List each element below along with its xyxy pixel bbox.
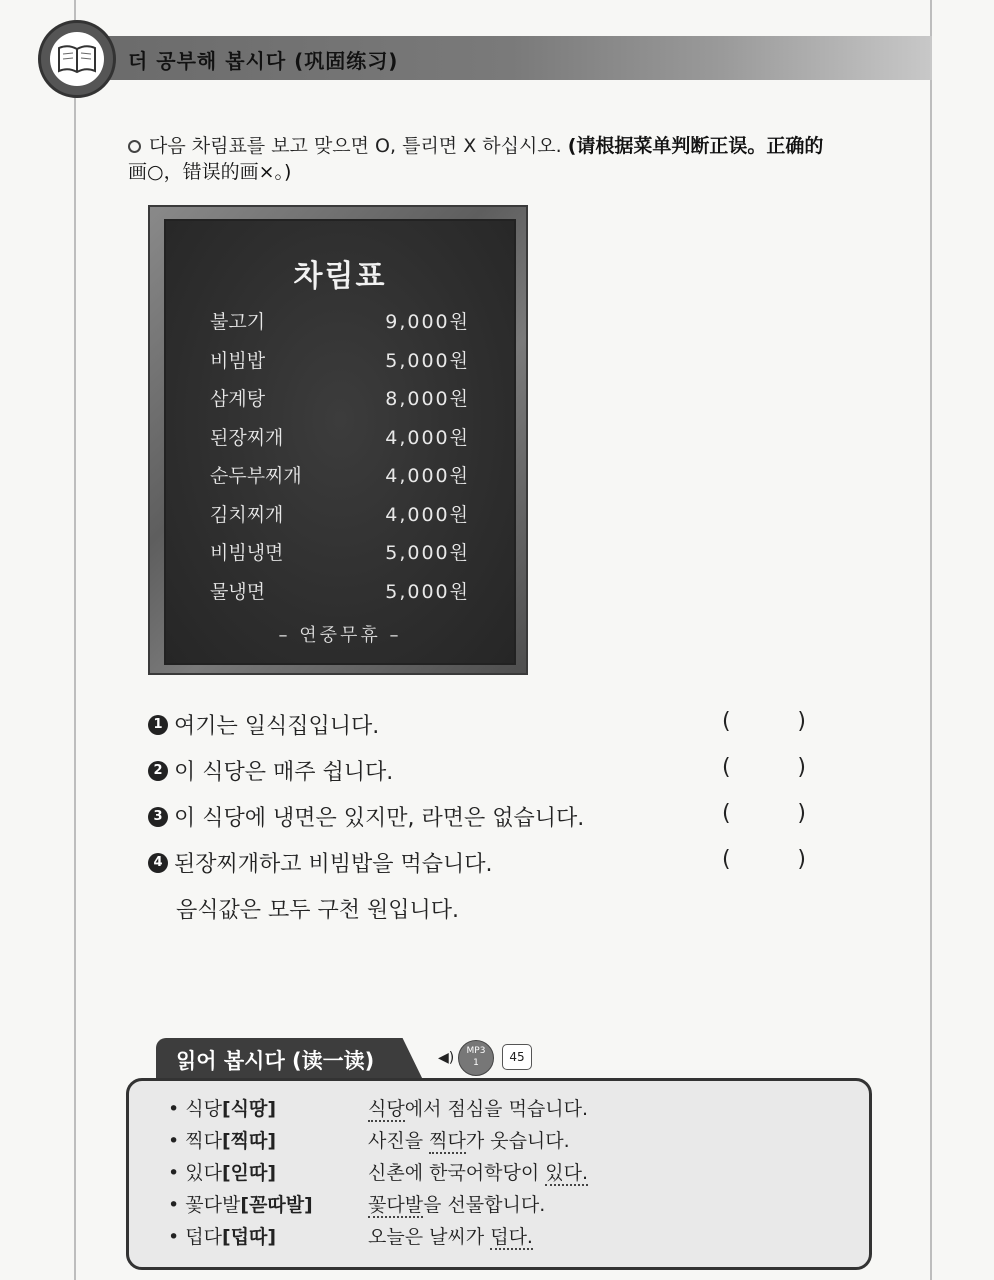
- book-icon: [38, 20, 116, 98]
- answer-blank-4[interactable]: [722, 847, 806, 872]
- question-number: 2: [148, 761, 168, 781]
- paren-open: (: [722, 801, 731, 826]
- menu-item: [210, 461, 470, 500]
- sentence-post: 에서 점심을 먹습니다.: [404, 1098, 589, 1120]
- sentence-highlight: 덥다.: [490, 1226, 533, 1248]
- sentence-highlight: 있다.: [545, 1162, 589, 1184]
- read-section-title: 읽어 봅시다 (读一读): [176, 1049, 375, 1073]
- right-margin-line: [930, 0, 932, 1280]
- menu-footer: – 연중무휴 –: [278, 625, 402, 646]
- menu-item-price: 5,000원: [385, 580, 470, 603]
- sentence-post: 가 웃습니다.: [465, 1130, 570, 1152]
- sentence-highlight: 찍다: [429, 1130, 466, 1152]
- menu-item-price: 4,000원: [385, 465, 470, 487]
- instruction-text: 다음 차림표를 보고 맞으면 O, 틀리면 X 하십시오.: [149, 135, 562, 157]
- word: 꽃다발: [185, 1194, 241, 1216]
- pronunciation: [덥따]: [221, 1226, 277, 1248]
- menu-item-name: 비빔밥: [210, 349, 266, 372]
- instruction: [128, 133, 918, 185]
- question-1: [148, 709, 379, 740]
- paren-open: (: [722, 847, 731, 872]
- mp3-label: MP3: [466, 1046, 486, 1056]
- read-row: • 찍다[찍따] 사진을 찍다가 웃습니다.: [168, 1126, 570, 1153]
- menu-item-name: 순두부찌개: [210, 465, 302, 487]
- word: 덥다: [185, 1226, 222, 1248]
- speaker-icon[interactable]: ◀): [438, 1050, 455, 1066]
- menu-title: 차림표: [293, 259, 387, 294]
- question-text: 이 식당은 매주 쉽니다.: [174, 760, 394, 785]
- pronunciation: [찍따]: [221, 1130, 277, 1152]
- menu-item-name: 불고기: [210, 311, 266, 333]
- menu-item-name: 물냉면: [210, 580, 266, 603]
- question-4: [148, 847, 493, 878]
- sentence-pre: 오늘은 날씨가: [368, 1226, 491, 1248]
- paren-close: ): [797, 847, 806, 872]
- example-sentence: [368, 1094, 588, 1121]
- answer-blank-2[interactable]: [722, 755, 806, 780]
- track-number: 45: [502, 1044, 532, 1070]
- question-number: 4: [148, 853, 168, 873]
- disc-number: 1: [473, 1058, 479, 1068]
- word: 식당: [185, 1098, 222, 1120]
- mp3-disc-icon[interactable]: [458, 1040, 494, 1076]
- question-3: [148, 801, 584, 832]
- question-text: 된장찌개하고 비빔밥을 먹습니다.: [174, 852, 493, 877]
- menu-item: [210, 538, 470, 577]
- word: 찍다: [185, 1130, 222, 1152]
- menu-list: [210, 307, 470, 615]
- question-text: 여기는 일식집입니다.: [174, 714, 380, 739]
- example-sentence: [368, 1158, 588, 1185]
- menu-item-price: 5,000원: [385, 542, 470, 564]
- menu-chalkboard: [148, 205, 528, 675]
- menu-item: [210, 423, 470, 462]
- menu-item-name: 된장찌개: [210, 426, 284, 449]
- menu-item-price: 9,000원: [385, 311, 470, 333]
- menu-item-name: 삼계탕: [210, 388, 266, 410]
- question-text: 이 식당에 냉면은 있지만, 라면은 없습니다.: [174, 806, 585, 831]
- menu-item: [210, 384, 470, 423]
- pronunciation: [꼳따발]: [240, 1194, 313, 1216]
- menu-item-name: 비빔냉면: [210, 542, 284, 564]
- section-title: 더 공부해 봅시다 (巩固练习): [128, 49, 399, 73]
- example-sentence: [368, 1190, 545, 1217]
- bullet-icon: [128, 140, 141, 153]
- question-note: 음식값은 모두 구천 원입니다.: [176, 898, 459, 923]
- read-row: • 식당[식땅] 식당에서 점심을 먹습니다.: [168, 1094, 588, 1121]
- menu-item-price: 5,000원: [385, 349, 470, 372]
- paren-open: (: [722, 755, 731, 780]
- sentence-highlight: 식당: [368, 1098, 405, 1120]
- sentence-post: 을 선물합니다.: [423, 1194, 546, 1216]
- left-margin-line: [74, 0, 76, 1280]
- menu-item: [210, 346, 470, 385]
- answer-blank-3[interactable]: [722, 801, 806, 826]
- sentence-pre: 사진을: [368, 1130, 430, 1152]
- chalkboard-surface: [164, 219, 516, 665]
- menu-item: [210, 500, 470, 539]
- sentence-highlight: 꽃다발: [368, 1194, 424, 1216]
- pronunciation: [식땅]: [221, 1098, 277, 1120]
- word: 있다: [185, 1162, 222, 1184]
- menu-item-price: 4,000원: [385, 503, 470, 526]
- instruction-translation-1: (请根据菜单判断正误。正确的: [567, 135, 824, 157]
- read-row: • 덥다[덥따] 오늘은 날씨가 덥다.: [168, 1222, 533, 1249]
- example-sentence: [368, 1222, 533, 1249]
- paren-open: (: [722, 709, 731, 734]
- example-sentence: [368, 1126, 570, 1153]
- menu-item: [210, 577, 470, 616]
- paren-close: ): [797, 709, 806, 734]
- read-row: • 꽃다발[꼳따발] 꽃다발을 선물합니다.: [168, 1190, 545, 1217]
- instruction-translation-2: 画○，错误的画×。): [128, 161, 292, 183]
- question-2: [148, 755, 393, 786]
- paren-close: ): [797, 755, 806, 780]
- menu-item-price: 8,000원: [385, 388, 470, 410]
- pronunciation: [읻따]: [221, 1162, 277, 1184]
- question-number: 1: [148, 715, 168, 735]
- sentence-pre: 신촌에 한국어학당이: [368, 1162, 546, 1184]
- menu-item-price: 4,000원: [385, 426, 470, 449]
- paren-close: ): [797, 801, 806, 826]
- menu-item: [210, 307, 470, 346]
- menu-item-name: 김치찌개: [210, 503, 284, 526]
- read-row: • 있다[읻따] 신촌에 한국어학당이 있다.: [168, 1158, 588, 1185]
- question-number: 3: [148, 807, 168, 827]
- answer-blank-1[interactable]: [722, 709, 806, 734]
